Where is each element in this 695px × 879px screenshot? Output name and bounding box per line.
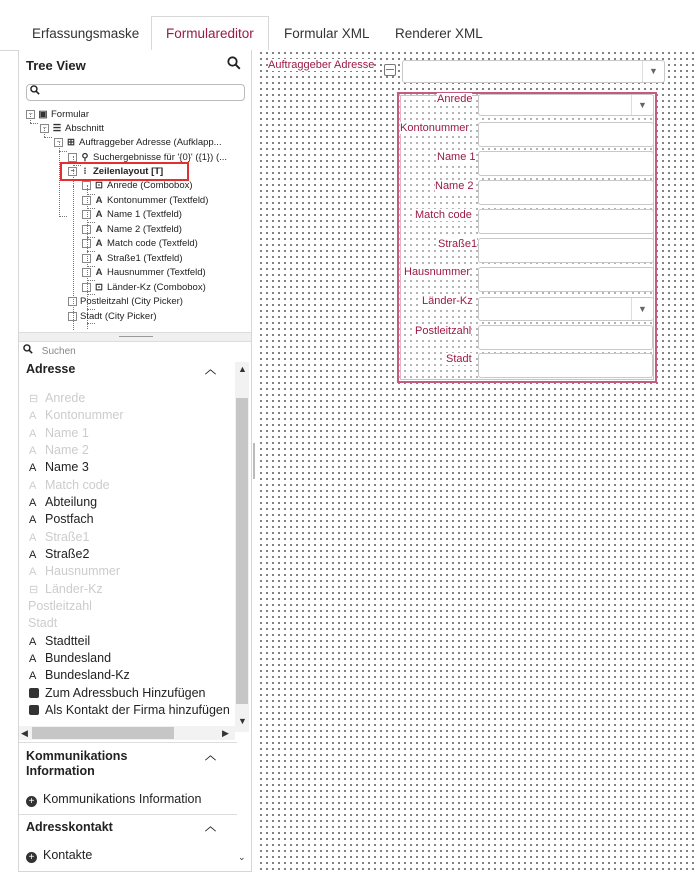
field-label-match-code: Match code [415, 209, 472, 221]
tree-node[interactable]: ⚲ Suchergebnisse für '{0}' ({1}) (... [68, 151, 227, 164]
hausnummer-field[interactable] [478, 267, 654, 292]
textfield-icon: A [29, 445, 37, 457]
tree-node[interactable]: Stadt (City Picker) [68, 310, 157, 323]
leaf-icon [82, 268, 91, 277]
palette-list [19, 358, 251, 728]
textfield-icon: A [95, 209, 103, 220]
tree-node[interactable]: − ⊞ Auftraggeber Adresse (Aufklapp... [54, 136, 222, 149]
leaf-icon [68, 297, 77, 306]
palette-item[interactable]: A Abteilung [29, 494, 97, 511]
chevron-down-icon[interactable]: ▼ [642, 61, 664, 82]
palette-item[interactable]: + Kommunikations Information [26, 792, 201, 807]
leaf-icon [82, 210, 91, 219]
field-label-stadt: Stadt [446, 353, 472, 365]
leaf-icon [68, 312, 77, 321]
textfield-icon: A [95, 195, 103, 206]
palette-search-input[interactable]: Suchen [23, 344, 76, 357]
textfield-icon: A [29, 514, 37, 526]
palette-item[interactable]: A Postfach [29, 511, 94, 528]
palette-item[interactable]: + Kontakte [26, 848, 92, 863]
strasse1-field[interactable] [478, 238, 654, 263]
leaf-icon [82, 181, 91, 190]
palette-item: ⊟ Anrede [29, 390, 85, 407]
palette-item[interactable]: A Bundesland [29, 650, 111, 667]
leaf-icon [82, 239, 91, 248]
search-icon: ⚲ [81, 152, 89, 163]
tab-erfassungsmaske[interactable]: Erfassungsmaske [32, 26, 140, 41]
tree-node[interactable]: A Match code (Textfeld) [82, 237, 198, 250]
row-layout-icon: ⁝ [83, 166, 87, 177]
palette-item: A Name 1 [29, 425, 89, 442]
textfield-icon: A [95, 253, 103, 264]
collapse-group-icon[interactable] [384, 64, 396, 76]
tree-node[interactable]: A Name 2 (Textfeld) [82, 223, 182, 236]
combobox-icon: ⊟ [29, 584, 39, 596]
palette-item: ⊟ Länder-Kz [29, 581, 103, 598]
palette-item: A Match code [29, 477, 110, 494]
palette-section-title[interactable]: Adresse [26, 362, 76, 376]
collapse-icon[interactable]: − [40, 124, 49, 133]
scroll-down-icon[interactable]: ▼ [238, 716, 247, 726]
scroll-down-icon[interactable]: ⌄ [238, 852, 246, 862]
tab-formulareditor[interactable]: Formulareditor [151, 16, 269, 51]
leaf-icon [82, 254, 91, 263]
palette-horizontal-scrollbar[interactable] [19, 726, 235, 740]
panel-splitter[interactable] [19, 332, 251, 342]
search-icon[interactable] [227, 56, 241, 73]
tree-view-title: Tree View [26, 58, 86, 73]
palette-item[interactable]: A Straße2 [29, 546, 89, 563]
palette-item[interactable]: A Bundesland-Kz [29, 667, 130, 684]
scroll-right-icon[interactable]: ▶ [222, 728, 229, 738]
textfield-icon: A [29, 497, 37, 509]
checkbox-icon [29, 705, 39, 715]
textfield-icon: A [29, 549, 37, 561]
tree-node[interactable]: ⊡ Länder-Kz (Combobox) [82, 281, 206, 294]
palette-item: A Hausnummer [29, 563, 120, 580]
textfield-icon: A [29, 410, 37, 422]
stadt-field[interactable] [478, 353, 653, 378]
chevron-up-icon[interactable]: ︿ [205, 750, 216, 762]
group-plus-icon: ⊞ [67, 137, 75, 148]
field-label-laender-kz: Länder-Kz [422, 295, 473, 307]
tab-renderer-xml[interactable]: Renderer XML [395, 26, 483, 41]
name1-field[interactable] [478, 151, 654, 176]
tree-node[interactable]: − ☰ Abschnitt [40, 122, 104, 135]
postleitzahl-field[interactable] [478, 325, 653, 350]
textfield-icon: A [29, 653, 37, 665]
tree-node[interactable]: A Name 1 (Textfeld) [82, 208, 182, 221]
section-adresskontakt-title[interactable]: Adresskontakt [26, 820, 113, 834]
textfield-icon: A [95, 224, 103, 235]
textfield-icon: A [29, 636, 37, 648]
palette-item[interactable]: Zum Adressbuch Hinzufügen [29, 685, 206, 702]
palette-item: A Name 2 [29, 442, 89, 459]
left-panel [18, 50, 252, 872]
section-kommunikations-title[interactable]: Kommunikations Information [26, 749, 128, 778]
tree-node[interactable]: A Hausnummer (Textfeld) [82, 266, 206, 279]
combobox-icon: ⊡ [95, 180, 103, 191]
textfield-icon: A [95, 238, 103, 249]
leaf-icon [68, 153, 77, 162]
tree-node-selected[interactable]: − ⁝ Zeilenlayout [T] [68, 165, 163, 178]
field-label-kontonummer: Kontonummer [400, 122, 470, 134]
textfield-icon: A [95, 267, 103, 278]
scroll-up-icon[interactable]: ▲ [238, 364, 247, 374]
combobox-icon: ⊡ [95, 282, 103, 293]
leaf-icon [82, 283, 91, 292]
tree-node[interactable]: ⊡ Anrede (Combobox) [82, 179, 193, 192]
tree-node[interactable]: Postleitzahl (City Picker) [68, 295, 183, 308]
scrollbar-thumb[interactable] [32, 727, 174, 739]
palette-item[interactable]: A Stadtteil [29, 633, 90, 650]
field-label-name1: Name 1 [437, 151, 476, 163]
combobox-icon: ⊟ [29, 393, 39, 405]
palette-item[interactable]: Als Kontakt der Firma hinzufügen [29, 702, 230, 719]
palette-vertical-scrollbar[interactable] [235, 362, 249, 732]
leaf-icon [82, 196, 91, 205]
textfield-icon: A [29, 670, 37, 682]
group-combobox[interactable] [402, 60, 665, 83]
tab-formular-xml[interactable]: Formular XML [284, 26, 370, 41]
collapse-icon[interactable]: − [68, 167, 77, 176]
laender-kz-combobox[interactable] [478, 297, 654, 321]
match-code-field[interactable] [478, 209, 654, 234]
tree-search-input[interactable] [26, 84, 245, 101]
tree-view [19, 106, 251, 330]
chevron-up-icon[interactable]: ︿ [205, 364, 216, 376]
textfield-icon: A [29, 480, 37, 492]
plus-circle-icon: + [26, 852, 37, 863]
kontonummer-field[interactable] [478, 122, 654, 147]
section-icon: ☰ [52, 123, 62, 134]
search-icon [23, 346, 33, 357]
tree-node[interactable]: A Straße1 (Textfeld) [82, 252, 183, 265]
name2-field[interactable] [478, 180, 654, 205]
field-label-postleitzahl: Postleitzahl [415, 325, 472, 337]
plus-circle-icon: + [26, 796, 37, 807]
tree-node[interactable]: A Kontonummer (Textfeld) [82, 194, 208, 207]
palette-item: Stadt [28, 616, 58, 630]
palette-item: Postleitzahl [28, 599, 92, 613]
panel-resize-handle[interactable] [253, 443, 255, 479]
chevron-down-icon[interactable]: ▼ [631, 298, 653, 320]
field-label-hausnummer: Hausnummer [404, 266, 471, 278]
field-label-strasse1: Straße1 [438, 238, 478, 250]
field-label-name2: Name 2 [435, 180, 474, 192]
checkbox-icon [29, 688, 39, 698]
chevron-down-icon[interactable]: ▼ [631, 95, 653, 115]
scroll-left-icon[interactable]: ◀ [21, 728, 28, 738]
tree-node[interactable]: − ▣ Formular [26, 108, 89, 121]
field-label-anrede: Anrede [437, 93, 473, 105]
selection-highlight [60, 162, 189, 181]
textfield-icon: A [29, 462, 37, 474]
palette-item: A Kontonummer [29, 407, 124, 424]
palette-item[interactable]: A Name 3 [29, 459, 89, 476]
leaf-icon [82, 225, 91, 234]
textfield-icon: A [29, 428, 37, 440]
group-label: Auftraggeber Adresse [268, 59, 375, 71]
textfield-icon: A [29, 532, 37, 544]
textfield-icon: A [29, 566, 37, 578]
tab-bar [0, 0, 695, 51]
form-icon: ▣ [38, 109, 48, 120]
anrede-combobox[interactable] [478, 94, 654, 116]
collapse-icon[interactable]: − [54, 138, 63, 147]
scrollbar-thumb[interactable] [236, 398, 248, 704]
chevron-up-icon[interactable]: ︿ [205, 821, 216, 833]
palette-item: A Straße1 [29, 529, 89, 546]
collapse-icon[interactable]: − [26, 110, 35, 119]
search-icon [30, 85, 40, 98]
